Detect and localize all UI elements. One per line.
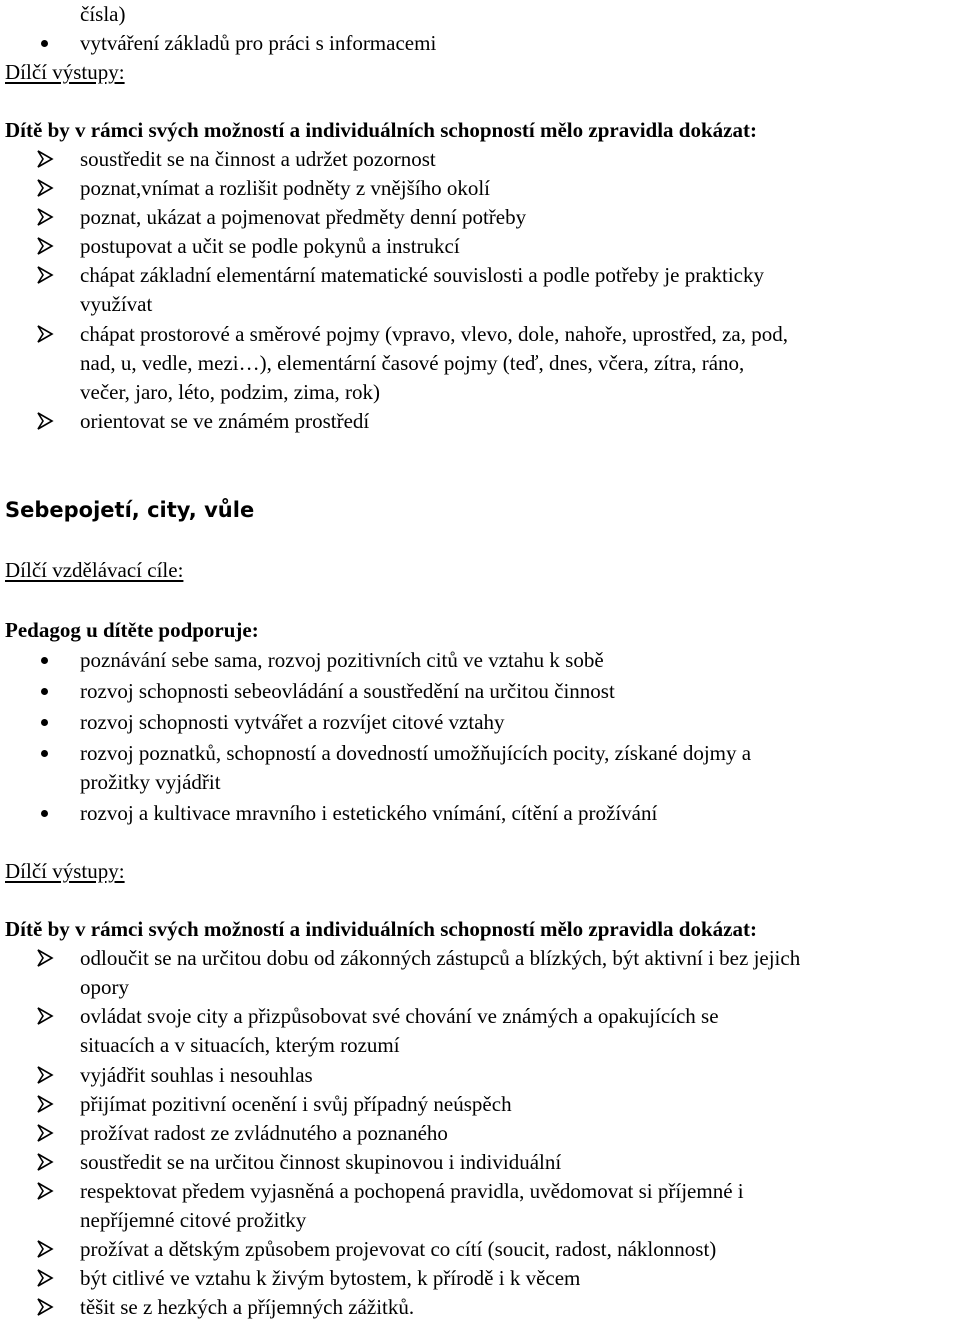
list-item-text: poznat, ukázat a pojmenovat předměty denní potřeby (80, 205, 527, 229)
list-item-text: přijímat pozitivní ocenění i svůj případný neúspěch (80, 1092, 512, 1116)
arrow-bullet-icon (0, 1061, 80, 1090)
list-item-text: rozvoj a kultivace mravního i estetického vnímání, cítění a prožívání (80, 801, 658, 825)
arrow-bullet-icon (0, 203, 80, 232)
list-item-text: poznávání sebe sama, rozvoj pozitivních citů ve vztahu k sobě (80, 648, 604, 672)
list-item-text: prožívat a dětským způsobem projevovat co cítí (soucit, radost, náklonnost) (80, 1237, 717, 1261)
list-item-text: večer, jaro, léto, podzim, zima, rok) (80, 380, 381, 404)
list-item-text: vyjádřit souhlas i nesouhlas (80, 1063, 313, 1087)
list-item-text: prožitky vyjádřit (80, 770, 221, 794)
list-item-text: prožívat radost ze zvládnutého a poznaného (80, 1121, 448, 1145)
list-item-text: respektovat předem vyjasněná a pochopená pravidla, uvědomovat si příjemné i (80, 1179, 744, 1203)
list-item-text: ovládat svoje city a přizpůsobovat své chování ve známých a opakujících se (80, 1004, 719, 1028)
document-page: čísla) vytváření základů pro práci s informacemi Dílčí výstupy: Dítě by v rámci svých možností a individuálních schopností mělo zpravidla dokázat: soustředit se na činnost a udržet pozornost poznat,vnímat a rozlišit podněty z vnějšího okolí poznat, ukázat a pojmenovat předměty denní potřeby postupovat a učit se podle pokynů a instrukcí chápat základní elementární matematické souvislosti a podle potřeby je prakticky využívat chápat prostorové a směrové pojmy (vpravo, vlevo, dole, nahoře, uprostřed, za, pod, nad, u, vedle, mezi…), elementární časové pojmy (teď, dnes, včera, zítra, ráno, večer, jaro, léto, podzim, zima, rok) orientovat se ve známém prostředí Sebepojetí, city, vůle Dílčí vzdělávací cíle: Pedagog u dítěte podporuje: poznávání sebe sama, rozvoj pozitivních citů ve vztahu k sobě rozvoj schopnosti sebeovládání a soustředění na určitou činnost rozvoj schopnosti vytvářet a rozvíjet citové vztahy rozvoj poznatků, schopností a dovedností umožňujících pocity, získané dojmy a prožitky vyjádřit rozvoj a kultivace mravního i estetického vnímání, cítění a prožívání Dílčí výstupy: Dítě by v rámci svých možností a individuálních schopností mělo zpravidla dokázat: odloučit se na určitou dobu od zákonných zástupců a blízkých, být aktivní i bez jejich opory ovládat svoje city a přizpůsobovat své chování ve známých a opakujících se situacích a v situacích, kterým rozumí vyjádřit souhlas i nesouhlas přijímat pozitivní ocenění i svůj případný neúspěch prožívat radost ze zvládnutého a poznaného soustředit se na určitou činnost skupinovou i individuální respektovat předem vyjasněná a pochopená pravidla, uvědomovat si příjemné i nepříjemné citové prožitky prožívat a dětským způsobem projevovat co cítí (soucit, radost, náklonnost) být citlivé ve vztahu k živým bytostem, k přírodě i k věcem těšit se z hezkých a příjemných zážitků. (0, 0, 960, 1321)
list-item-text: rozvoj schopnosti sebeovládání a soustředění na určitou činnost (80, 679, 615, 703)
list-item-text: soustředit se na činnost a udržet pozornost (80, 147, 436, 171)
list-item-text: čísla) (80, 2, 126, 26)
arrow-bullet-icon (0, 1148, 80, 1177)
arrow-bullet-icon (0, 261, 80, 290)
list-item-text: nad, u, vedle, mezi…), elementární časové pojmy (teď, dnes, včera, zítra, ráno, (80, 351, 745, 375)
list-item-text: těšit se z hezkých a příjemných zážitků. (80, 1295, 415, 1319)
arrow-bullet-icon (0, 1235, 80, 1264)
arrow-bullet-icon (0, 1293, 80, 1322)
list-item-text: odloučit se na určitou dobu od zákonných zástupců a blízkých, být aktivní i bez jejich (80, 946, 801, 970)
list-item-text: poznat,vnímat a rozlišit podněty z vnějšího okolí (80, 176, 491, 200)
arrow-bullet-icon (0, 320, 80, 349)
bullet-icon (0, 708, 80, 737)
arrow-bullet-icon (0, 1002, 80, 1031)
list-item-text: situacích a v situacích, kterým rozumí (80, 1033, 400, 1057)
list-item-text: soustředit se na určitou činnost skupinovou i individuální (80, 1150, 562, 1174)
arrow-bullet-icon (0, 944, 80, 973)
arrow-bullet-icon (0, 407, 80, 436)
list-item-text: využívat (80, 292, 153, 316)
bullet-icon (0, 646, 80, 675)
list-item-text: opory (80, 975, 129, 999)
arrow-bullet-icon (0, 1090, 80, 1119)
list-item-text: být citlivé ve vztahu k živým bytostem, k přírodě i k věcem (80, 1266, 581, 1290)
bullet-icon (0, 739, 80, 768)
arrow-bullet-icon (0, 1119, 80, 1148)
arrow-bullet-icon (0, 145, 80, 174)
arrow-bullet-icon (0, 174, 80, 203)
bullet-icon (0, 677, 80, 706)
list-item-text: chápat základní elementární matematické souvislosti a podle potřeby je prakticky (80, 263, 765, 287)
arrow-bullet-icon (0, 232, 80, 261)
arrow-bullet-icon (0, 1177, 80, 1206)
bullet-icon (0, 799, 80, 828)
list-item-text: rozvoj schopnosti vytvářet a rozvíjet citové vztahy (80, 710, 505, 734)
list-item-text: vytváření základů pro práci s informacemi (80, 31, 437, 55)
list-item-text: postupovat a učit se podle pokynů a instrukcí (80, 234, 460, 258)
list-item-text: orientovat se ve známém prostředí (80, 409, 370, 433)
list-item-text: chápat prostorové a směrové pojmy (vpravo, vlevo, dole, nahoře, uprostřed, za, pod, (80, 322, 788, 346)
list-item-text: rozvoj poznatků, schopností a dovedností umožňujících pocity, získané dojmy a (80, 741, 752, 765)
list-item-text: nepříjemné citové prožitky (80, 1208, 307, 1232)
arrow-bullet-icon (0, 1264, 80, 1293)
bullet-icon (0, 29, 80, 58)
